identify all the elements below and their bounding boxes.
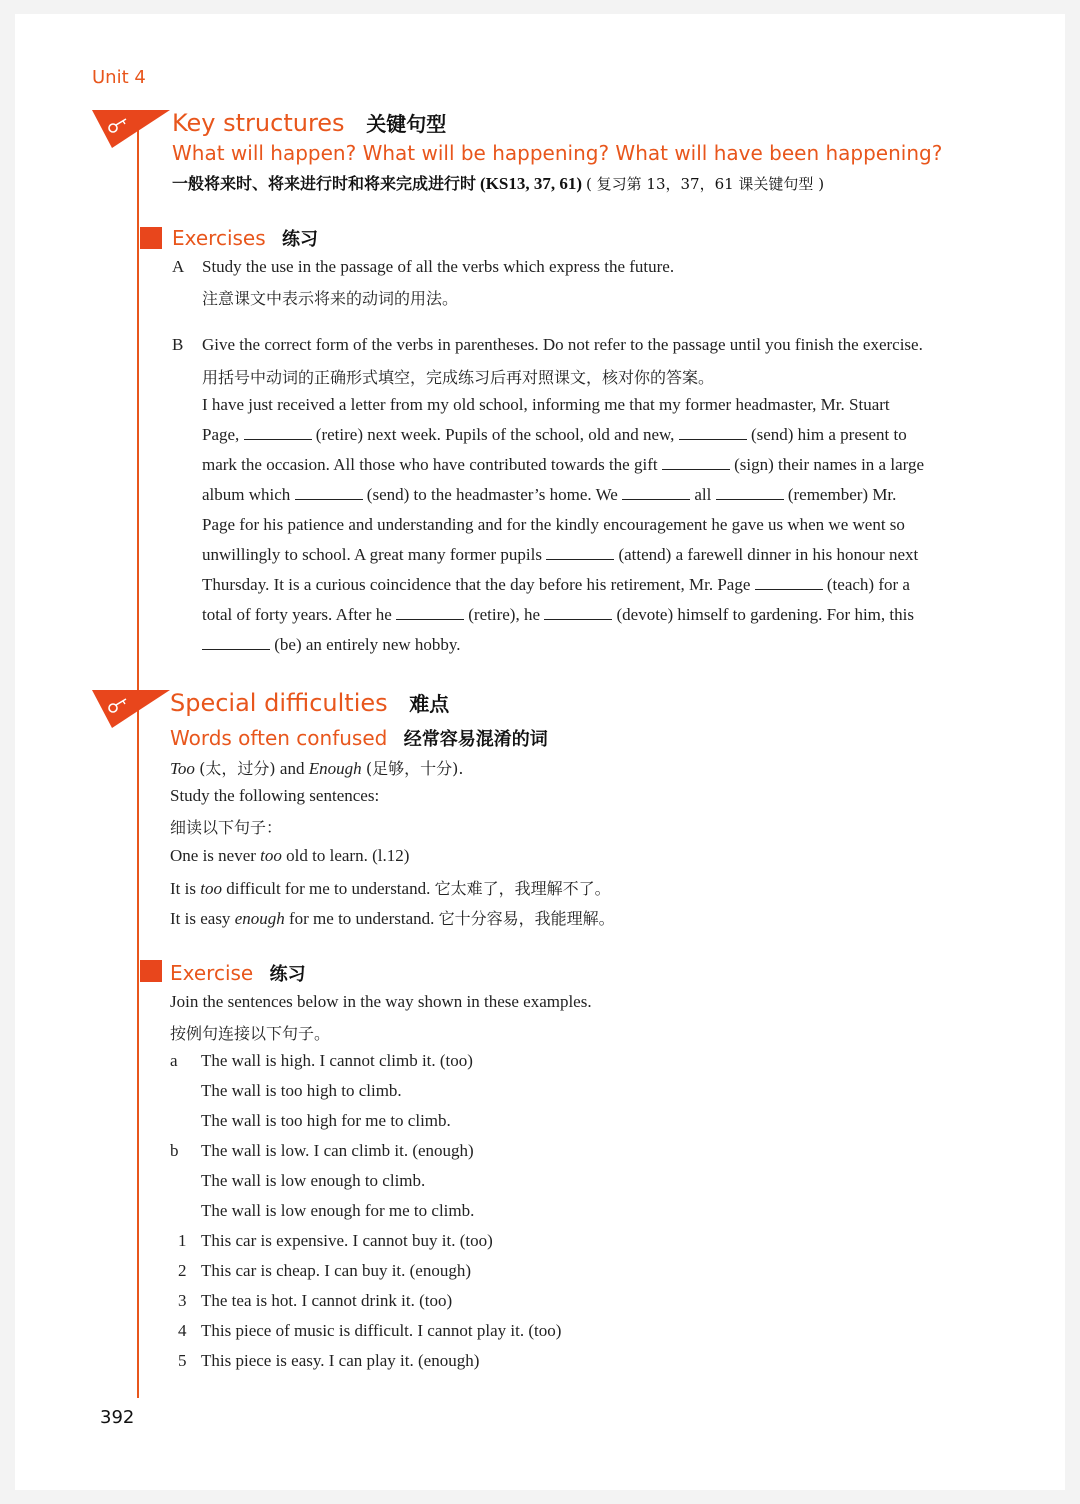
blank[interactable] <box>202 637 270 650</box>
exercise-instruction: Join the sentences below in the way shown in these examples. <box>170 992 592 1011</box>
example-a-line: The wall is too high to climb. <box>201 1081 402 1100</box>
item-number: 1 <box>178 1231 187 1250</box>
key-structures-desc: 一般将来时、将来进行时和将来完成进行时 (KS13, 37, 61) ( 复习第 13，37，61 课关键句型 ) <box>172 174 825 193</box>
item-number: 2 <box>178 1261 187 1280</box>
exercises-marker <box>140 227 162 249</box>
exercise-a-text: Study the use in the passage of all the verbs which express the future. <box>202 257 675 276</box>
example-b-label: b <box>170 1141 179 1160</box>
words-confused-title: Words often confused 经常容易混淆的词 <box>170 726 548 750</box>
item-number: 4 <box>178 1321 187 1340</box>
example-b-line: The wall is low enough for me to climb. <box>201 1201 475 1220</box>
study-line: Study the following sentences: <box>170 786 380 805</box>
key-structures-subtitle: What will happen? What will be happening? What will have been happening? <box>172 141 943 165</box>
exercise-marker <box>140 960 162 982</box>
item-number: 3 <box>178 1291 187 1310</box>
margin-rule <box>137 118 139 1398</box>
unit-label: Unit 4 <box>92 67 146 88</box>
blank[interactable] <box>295 487 363 500</box>
exercise-b-text: Give the correct form of the verbs in parentheses. Do not refer to the passage until you finish the exercise. <box>202 335 923 354</box>
blank[interactable] <box>544 607 612 620</box>
exercise-item: This car is cheap. I can buy it. (enough) <box>201 1261 472 1280</box>
example-a-line: The wall is too high for me to climb. <box>201 1111 451 1130</box>
key-icon <box>92 690 170 730</box>
page-number: 392 <box>100 1407 135 1428</box>
key-icon <box>92 110 170 150</box>
example-sentence-1: One is never too old to learn. (l.12) <box>170 846 410 865</box>
blank[interactable] <box>679 427 747 440</box>
exercise-title: Exercise 练习 <box>170 961 306 985</box>
item-number: 5 <box>178 1351 187 1370</box>
example-a-line: The wall is high. I cannot climb it. (too) <box>201 1051 473 1070</box>
example-b-line: The wall is low. I can climb it. (enough) <box>201 1141 474 1160</box>
example-b-line: The wall is low enough to climb. <box>201 1171 426 1190</box>
key-structures-title: Key structures 关键句型 <box>172 109 447 137</box>
example-a-label: a <box>170 1051 178 1070</box>
exercise-item: The tea is hot. I cannot drink it. (too) <box>201 1291 453 1310</box>
blank[interactable] <box>622 487 690 500</box>
exercise-a-cn: 注意课文中表示将来的动词的用法。 <box>202 289 459 308</box>
blank[interactable] <box>662 457 730 470</box>
too-enough-line: Too (太，过分) and Enough (足够，十分). <box>170 759 464 778</box>
example-sentence-3: It is easy enough for me to understand. 它十分容易，我能理解。 <box>170 909 615 928</box>
exercise-b-cn: 用括号中动词的正确形式填空，完成练习后再对照课文，核对你的答案。 <box>202 368 715 387</box>
blank[interactable] <box>396 607 464 620</box>
exercise-item: This piece is easy. I can play it. (enough) <box>201 1351 480 1370</box>
blank[interactable] <box>716 487 784 500</box>
exercise-item: This piece of music is difficult. I cannot play it. (too) <box>201 1321 562 1340</box>
blank[interactable] <box>755 577 823 590</box>
example-sentence-2: It is too difficult for me to understand. 它太难了，我理解不了。 <box>170 879 611 898</box>
study-cn: 细读以下句子： <box>170 818 283 837</box>
blank[interactable] <box>546 547 614 560</box>
exercise-item: This car is expensive. I cannot buy it. (too) <box>201 1231 493 1250</box>
special-difficulties-title: Special difficulties 难点 <box>170 689 450 717</box>
exercises-title: Exercises 练习 <box>172 226 319 250</box>
blank[interactable] <box>244 427 312 440</box>
exercise-b-label: B <box>172 335 184 354</box>
exercise-a-label: A <box>172 257 185 276</box>
exercise-instruction-cn: 按例句连接以下句子。 <box>170 1024 331 1043</box>
